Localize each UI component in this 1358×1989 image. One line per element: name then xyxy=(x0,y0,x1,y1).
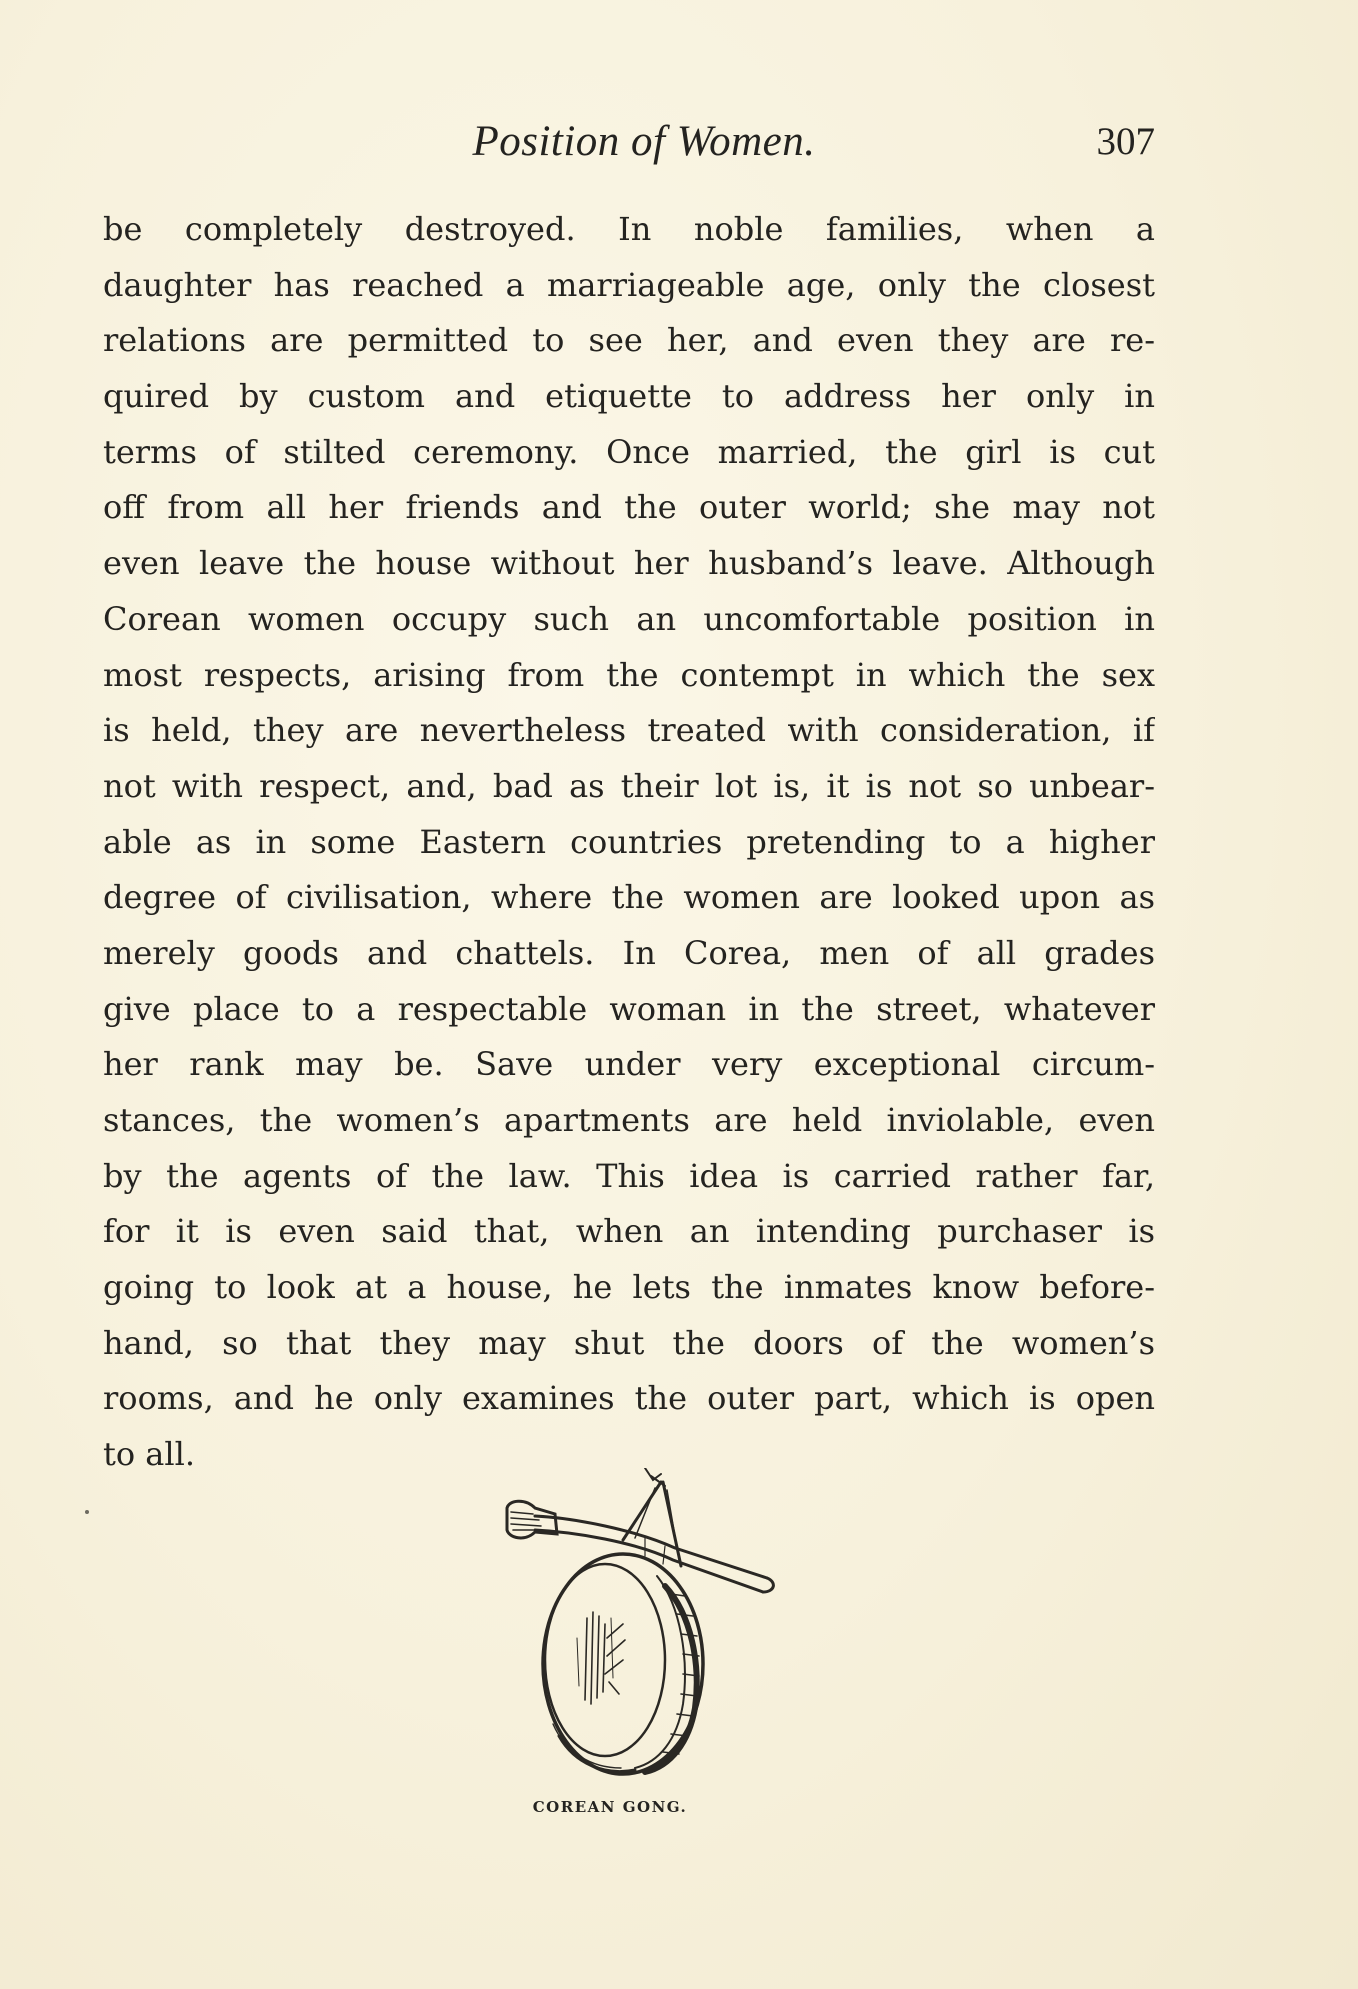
text-line: terms of stilted ceremony. Once married, the girl is cut xyxy=(103,432,1155,471)
text-line: is held, they are nevertheless treated with consideration, if xyxy=(103,711,1155,750)
figure-caption: COREAN GONG. xyxy=(532,1798,688,1816)
text-line: to all. xyxy=(103,1435,196,1474)
text-line: degree of civilisation, where the women are looked upon as xyxy=(103,878,1155,917)
text-line: her rank may be. Save under very exceptional circum- xyxy=(103,1045,1155,1084)
text-line: Corean women occupy such an uncomfortable position in xyxy=(103,599,1155,638)
text-line: off from all her friends and the outer world; she may not xyxy=(103,488,1155,527)
text-line: able as in some Eastern countries pretending to a higher xyxy=(103,822,1155,861)
text-line: quired by custom and etiquette to address her only in xyxy=(103,377,1155,416)
text-line: daughter has reached a marriageable age, only the closest xyxy=(103,265,1155,304)
gong-illustration xyxy=(495,1468,785,1780)
body-text xyxy=(103,202,1155,1483)
text-line: merely goods and chattels. In Corea, men of all grades xyxy=(103,933,1155,972)
text-line: not with respect, and, bad as their lot is, it is not so unbear- xyxy=(103,766,1155,805)
text-line: rooms, and he only examines the outer part, which is open xyxy=(103,1379,1155,1418)
print-speck xyxy=(85,1510,89,1514)
text-line: most respects, arising from the contempt in which the sex xyxy=(103,655,1155,694)
text-line: for it is even said that, when an intending purchaser is xyxy=(103,1212,1155,1251)
text-line: even leave the house without her husband’s leave. Although xyxy=(103,544,1155,583)
text-line: relations are permitted to see her, and even they are re- xyxy=(103,321,1155,360)
gong-icon xyxy=(495,1468,785,1780)
text-line: hand, so that they may shut the doors of the women’s xyxy=(103,1323,1155,1362)
text-line: going to look at a house, he lets the inmates know before- xyxy=(103,1268,1155,1307)
text-line: give place to a respectable woman in the street, whatever xyxy=(103,989,1155,1028)
text-line: by the agents of the law. This idea is carried rather far, xyxy=(103,1156,1155,1195)
page-header xyxy=(103,112,1155,172)
page-number: 307 xyxy=(1096,120,1155,163)
text-line: stances, the women’s apartments are held inviolable, even xyxy=(103,1101,1155,1139)
text-line: be completely destroyed. In noble families, when a xyxy=(103,210,1155,248)
running-title: Position of Women. xyxy=(472,118,816,165)
